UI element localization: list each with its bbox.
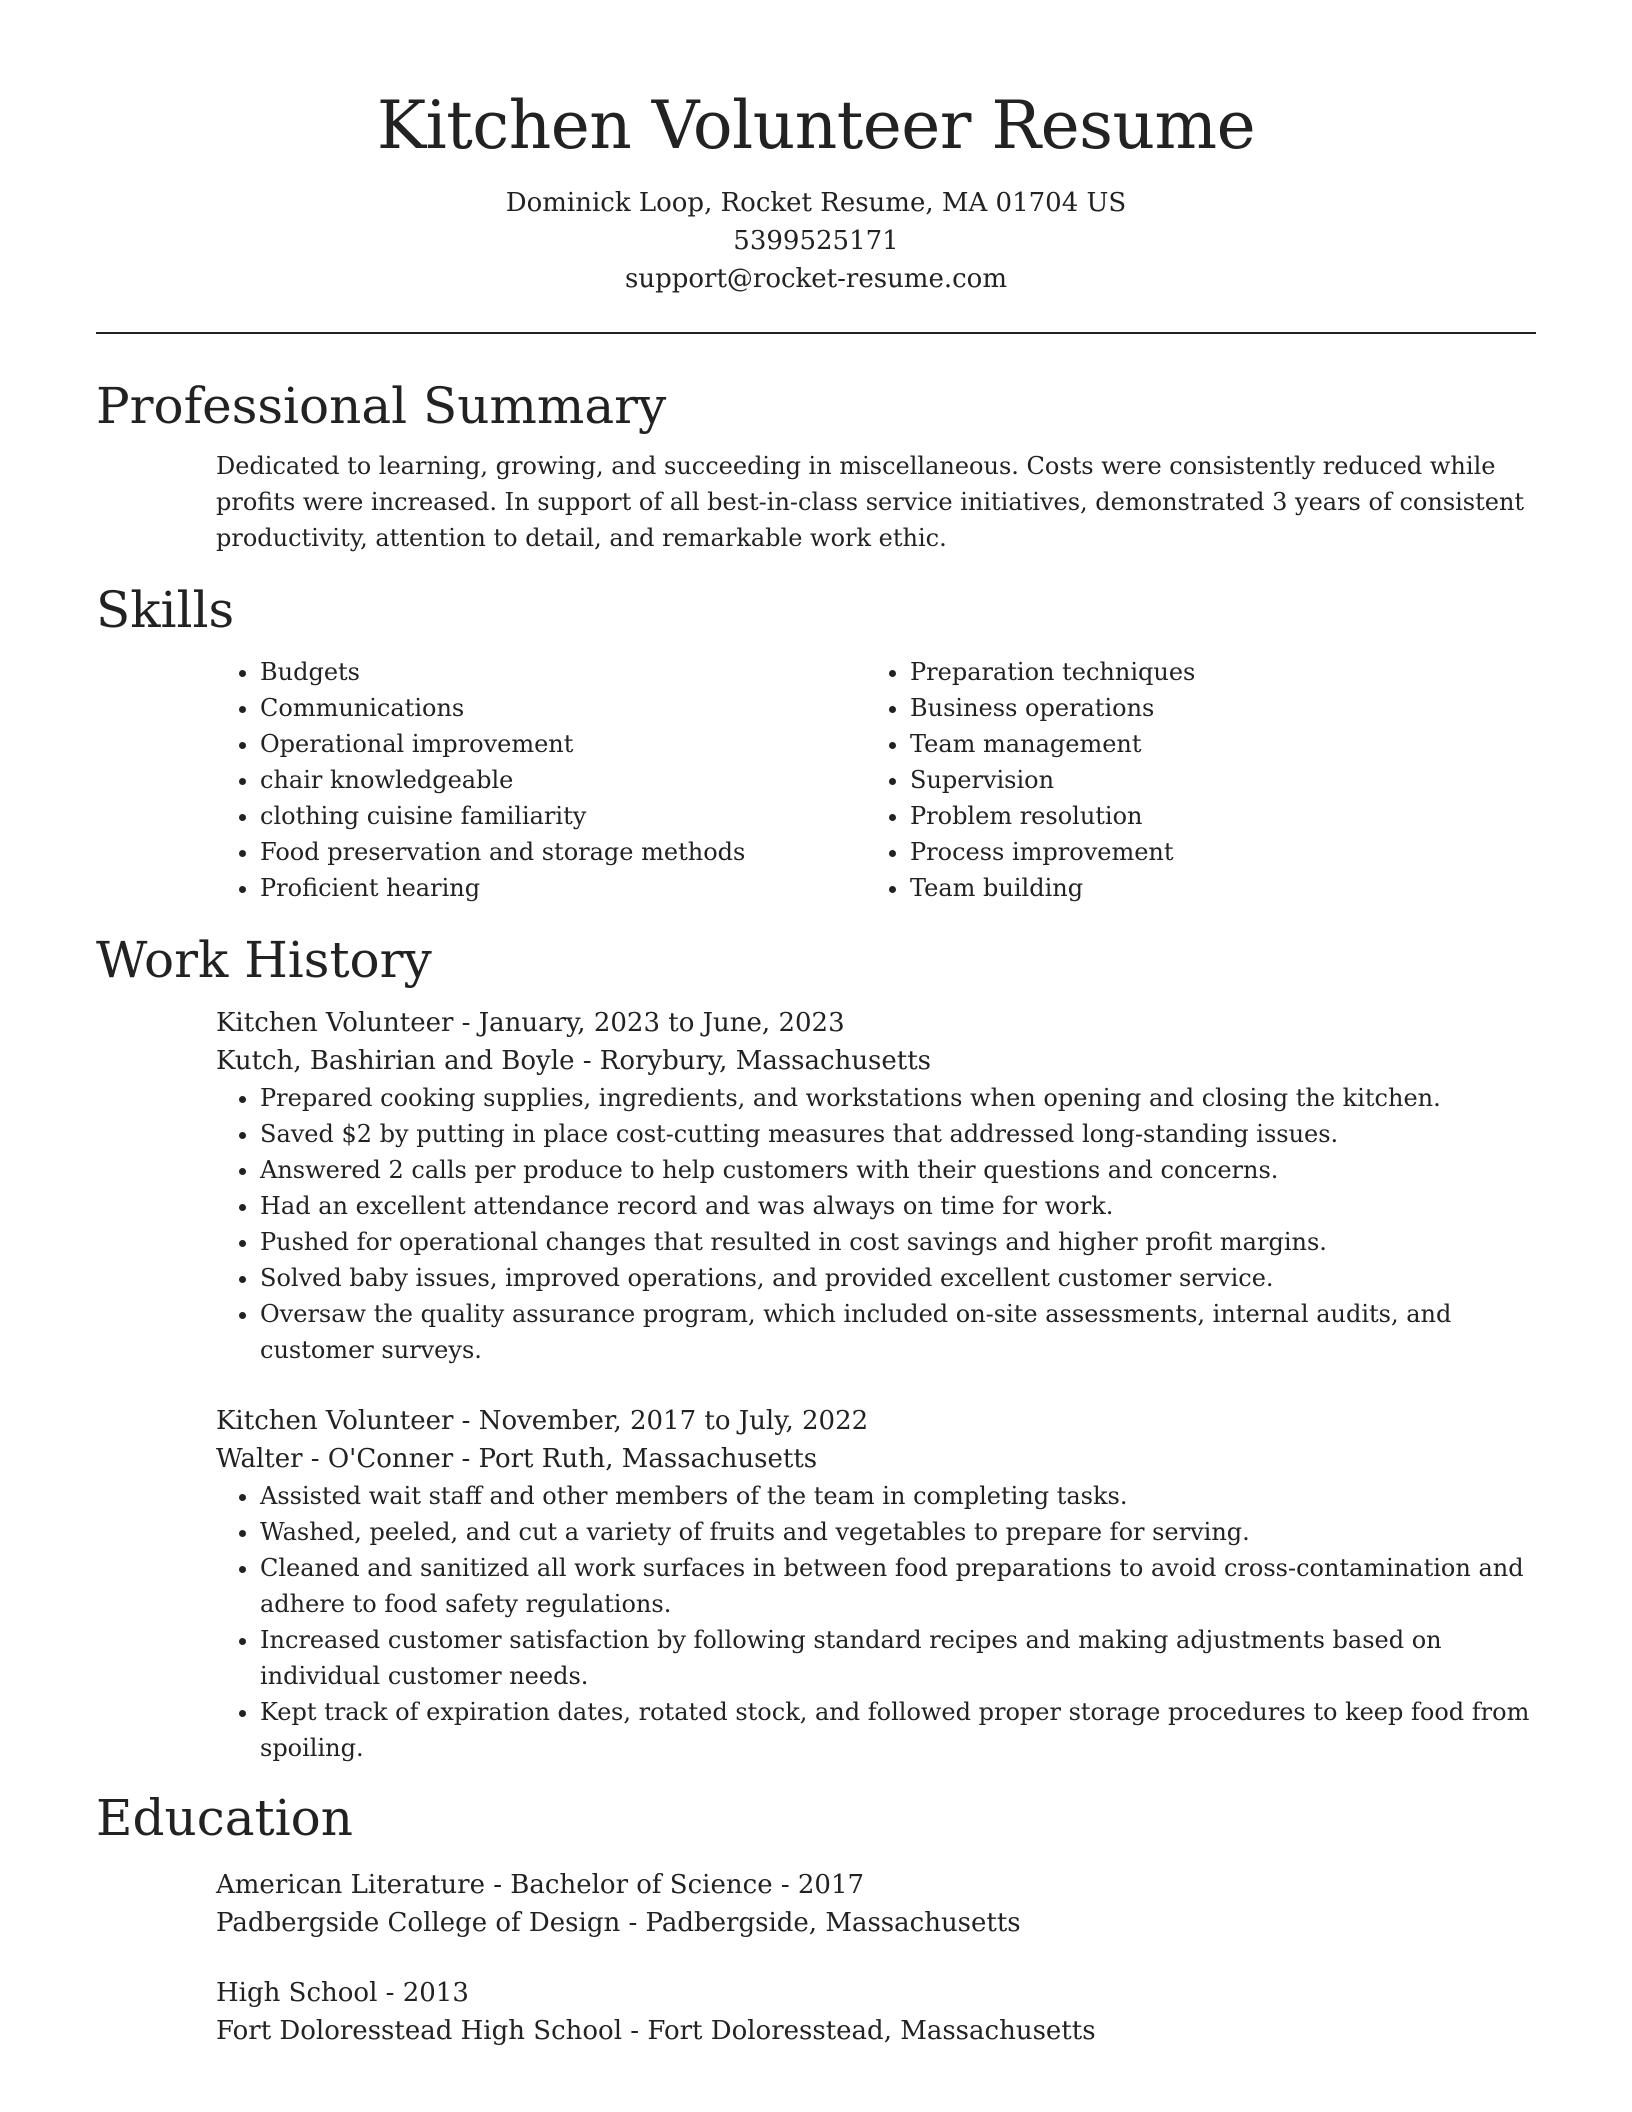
education-school: Padbergside College of Design [216, 1908, 621, 1938]
job-bullet: • Cleaned and sanitized all work surfaces in between food preparations to avoid cross-contamination and adhere to food safety regulations. [260, 1550, 1536, 1622]
skill-item: • chair knowledgeable [260, 762, 866, 798]
job-bullet: • Oversaw the quality assurance program, which included on-site assessments, internal audits, and customer surveys. [260, 1296, 1536, 1368]
contact-address: Dominick Loop, Rocket Resume, MA 01704 US [505, 188, 1127, 218]
job-bullet: • Prepared cooking supplies, ingredients, and workstations when opening and closing the kitchen. [260, 1080, 1536, 1116]
resume-page [96, 0, 1536, 2050]
contact-phone: 5399525171 [733, 226, 899, 256]
skill-item: • Proficient hearing [260, 870, 866, 906]
skill-item: • Team management [910, 726, 1516, 762]
education-degree: High School [216, 1978, 378, 2008]
education-degree-line [216, 1866, 1536, 1904]
job-bullet: • Solved baby issues, improved operations, and provided excellent customer service. [260, 1260, 1536, 1296]
job-bullet-list [216, 1478, 1536, 1766]
job-bullet: • Saved $2 by putting in place cost-cutting measures that addressed long-standing issues. [260, 1116, 1536, 1152]
job-bullet: • Increased customer satisfaction by following standard recipes and making adjustments based on individual customer needs. [260, 1622, 1536, 1694]
skills-column-left [216, 654, 866, 906]
skills-column-right [866, 654, 1516, 906]
skill-item: • Problem resolution [910, 798, 1516, 834]
skill-item: • Business operations [910, 690, 1516, 726]
work-heading: Work History [96, 931, 432, 989]
skill-item: • Process improvement [910, 834, 1516, 870]
education-entry [216, 1974, 1536, 2050]
job-bullet: • Answered 2 calls per produce to help customers with their questions and concerns. [260, 1152, 1536, 1188]
job-dates: - November, 2017 to July, 2022 [453, 1406, 869, 1436]
summary-heading: Professional Summary [96, 377, 667, 435]
resume-title: Kitchen Volunteer Resume [376, 87, 1256, 164]
education-heading: Education [96, 1789, 353, 1847]
education-degree: American Literature - Bachelor of Science [216, 1870, 773, 1900]
job-entry [216, 1004, 1536, 1368]
education-entry [216, 1866, 1536, 1942]
job-title: Kitchen Volunteer [216, 1008, 454, 1038]
skills-grid [216, 654, 1536, 906]
education-degree-line [216, 1974, 1536, 2012]
skills-heading: Skills [96, 581, 235, 639]
skill-item: • Team building [910, 870, 1516, 906]
education-school: Fort Doloresstead High School [216, 2016, 623, 2046]
job-company: Kutch, Bashirian and Boyle [216, 1046, 575, 1076]
job-bullet: • Had an excellent attendance record and was always on time for work. [260, 1188, 1536, 1224]
contact-email: support@rocket-resume.com [624, 264, 1007, 294]
education-location: - Padbergside, Massachusetts [620, 1908, 1021, 1938]
skill-item: • Communications [260, 690, 866, 726]
summary-text: Dedicated to learning, growing, and succeeding in miscellaneous. Costs were consistently reduced while profits were increased. In support of all best-in-class service initiatives, demonstrated 3 years of consistent productivity, attention to detail, and remarkable work ethic. [216, 452, 1525, 552]
job-company-line [216, 1440, 1536, 1478]
work-history-list [216, 1004, 1536, 1766]
job-location: - Rorybury, Massachusetts [574, 1046, 932, 1076]
job-location: - Port Ruth, Massachusetts [453, 1444, 818, 1474]
education-year: - 2013 [377, 1978, 469, 2008]
contact-block [96, 184, 1536, 298]
job-bullet-list [216, 1080, 1536, 1368]
job-company-line [216, 1042, 1536, 1080]
skill-item: • Supervision [910, 762, 1516, 798]
job-dates: - January, 2023 to June, 2023 [453, 1008, 845, 1038]
education-year: - 2017 [772, 1870, 865, 1900]
job-entry [216, 1402, 1536, 1766]
education-school-line [216, 2012, 1536, 2050]
job-bullet: • Assisted wait staff and other members of the team in completing tasks. [260, 1478, 1536, 1514]
job-title-line [216, 1402, 1536, 1440]
skill-item: • clothing cuisine familiarity [260, 798, 866, 834]
education-list [216, 1866, 1536, 2050]
skill-item: • Food preservation and storage methods [260, 834, 866, 870]
skill-item: • Budgets [260, 654, 866, 690]
skills-list-right [866, 654, 1516, 906]
education-school-line [216, 1904, 1536, 1942]
job-title: Kitchen Volunteer [216, 1406, 454, 1436]
skill-item: • Operational improvement [260, 726, 866, 762]
skill-item: • Preparation techniques [910, 654, 1516, 690]
education-location: - Fort Doloresstead, Massachusetts [622, 2016, 1096, 2046]
job-company: Walter - O'Conner [216, 1444, 454, 1474]
job-bullet: • Washed, peeled, and cut a variety of fruits and vegetables to prepare for serving. [260, 1514, 1536, 1550]
job-bullet: • Pushed for operational changes that resulted in cost savings and higher profit margins. [260, 1224, 1536, 1260]
job-title-line [216, 1004, 1536, 1042]
skills-list-left [216, 654, 866, 906]
header-divider [96, 332, 1536, 334]
job-bullet: • Kept track of expiration dates, rotated stock, and followed proper storage procedures to keep food from spoiling. [260, 1694, 1536, 1766]
